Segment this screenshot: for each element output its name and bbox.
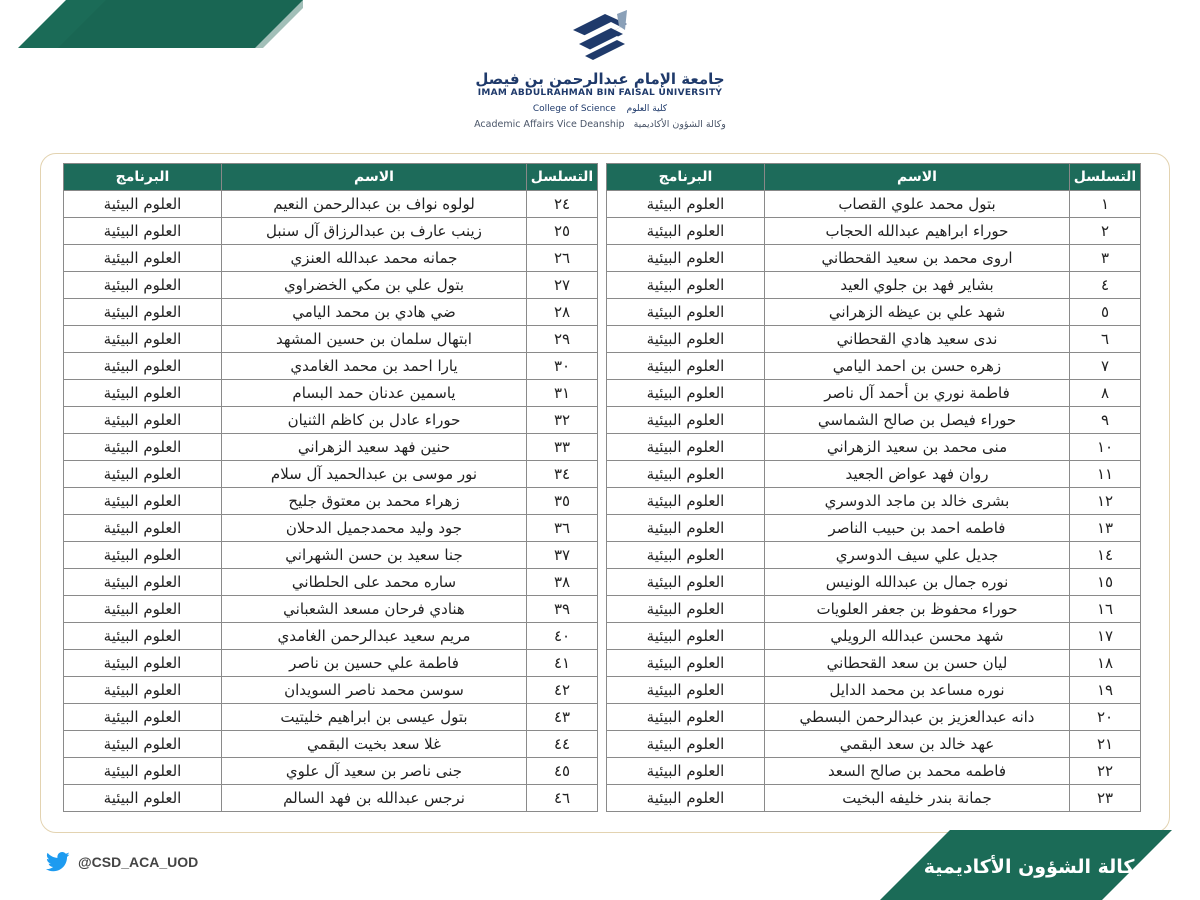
row-seq: ٣٣	[527, 434, 598, 461]
row-program: العلوم البيئية	[64, 218, 222, 245]
row-name: زهراء محمد بن معتوق جليح	[222, 488, 527, 515]
deanship-name-en: Academic Affairs Vice Deanship	[474, 119, 625, 130]
row-name: ابتهال سلمان بن حسين المشهد	[222, 326, 527, 353]
row-seq: ٢٧	[527, 272, 598, 299]
table-row	[607, 488, 1141, 515]
row-seq: ٣٨	[527, 569, 598, 596]
row-name: زهره حسن بن احمد اليامي	[765, 353, 1070, 380]
row-program: العلوم البيئية	[64, 596, 222, 623]
deanship-name-ar: وكالة الشؤون الأكاديمية	[633, 119, 726, 130]
row-program: العلوم البيئية	[64, 731, 222, 758]
row-name: جمانه محمد عبدالله العنزي	[222, 245, 527, 272]
row-seq: ٣	[1070, 245, 1141, 272]
table-row	[64, 515, 598, 542]
row-program: العلوم البيئية	[607, 434, 765, 461]
row-seq: ٤١	[527, 650, 598, 677]
twitter-handle-text: @CSD_ACA_UOD	[78, 854, 199, 870]
row-name: مريم سعيد عبدالرحمن الغامدي	[222, 623, 527, 650]
row-program: العلوم البيئية	[64, 434, 222, 461]
table-row	[607, 461, 1141, 488]
row-name: شهد محسن عبدالله الرويلي	[765, 623, 1070, 650]
row-seq: ١	[1070, 191, 1141, 218]
table-row	[607, 299, 1141, 326]
table-row	[64, 461, 598, 488]
row-program: العلوم البيئية	[607, 353, 765, 380]
deanship-name	[420, 119, 780, 130]
row-seq: ١١	[1070, 461, 1141, 488]
row-program: العلوم البيئية	[64, 758, 222, 785]
row-program: العلوم البيئية	[64, 299, 222, 326]
row-seq: ٢٥	[527, 218, 598, 245]
college-name-ar: كلية العلوم	[626, 104, 668, 114]
row-program: العلوم البيئية	[607, 650, 765, 677]
table-row	[64, 596, 598, 623]
row-program: العلوم البيئية	[64, 380, 222, 407]
row-program: العلوم البيئية	[607, 380, 765, 407]
table-row	[64, 299, 598, 326]
table-header-row	[64, 164, 598, 191]
row-name: نوره مساعد بن محمد الدايل	[765, 677, 1070, 704]
row-name: شهد علي بن عيظه الزهراني	[765, 299, 1070, 326]
row-seq: ٣٢	[527, 407, 598, 434]
row-name: جديل علي سيف الدوسري	[765, 542, 1070, 569]
table-row	[607, 758, 1141, 785]
table-row	[64, 326, 598, 353]
row-seq: ١٨	[1070, 650, 1141, 677]
row-program: العلوم البيئية	[64, 245, 222, 272]
row-seq: ٢٠	[1070, 704, 1141, 731]
row-seq: ٣٧	[527, 542, 598, 569]
twitter-handle[interactable]	[46, 852, 198, 872]
table-row	[607, 407, 1141, 434]
table-row	[607, 785, 1141, 812]
row-seq: ٢٣	[1070, 785, 1141, 812]
row-name: ليان حسن بن سعد القحطاني	[765, 650, 1070, 677]
table-row	[607, 353, 1141, 380]
row-name: منى محمد بن سعيد الزهراني	[765, 434, 1070, 461]
university-name-ar: جامعة الإمام عبدالرحمن بن فيصل	[475, 70, 725, 88]
row-program: العلوم البيئية	[607, 515, 765, 542]
row-name: حنين فهد سعيد الزهراني	[222, 434, 527, 461]
row-program: العلوم البيئية	[64, 623, 222, 650]
row-seq: ٣٠	[527, 353, 598, 380]
row-name: غلا سعد بخيت البقمي	[222, 731, 527, 758]
row-seq: ٣٤	[527, 461, 598, 488]
table-row	[64, 191, 598, 218]
table-row	[64, 407, 598, 434]
row-name: فاطمة علي حسين بن ناصر	[222, 650, 527, 677]
table-row	[607, 434, 1141, 461]
row-name: فاطمه احمد بن حبيب الناصر	[765, 515, 1070, 542]
row-seq: ٢١	[1070, 731, 1141, 758]
row-name: جود وليد محمدجميل الدحلان	[222, 515, 527, 542]
row-program: العلوم البيئية	[64, 488, 222, 515]
row-seq: ١٥	[1070, 569, 1141, 596]
row-name: فاطمه محمد بن صالح السعد	[765, 758, 1070, 785]
row-name: بتول علي بن مكي الخضراوي	[222, 272, 527, 299]
header-seq: التسلسل	[1070, 164, 1141, 191]
row-seq: ٦	[1070, 326, 1141, 353]
twitter-icon	[46, 852, 70, 872]
row-program: العلوم البيئية	[607, 623, 765, 650]
row-program: العلوم البيئية	[64, 191, 222, 218]
header-program: البرنامج	[64, 164, 222, 191]
row-name: سوسن محمد ناصر السويدان	[222, 677, 527, 704]
university-logo-icon	[565, 10, 635, 68]
row-program: العلوم البيئية	[607, 299, 765, 326]
table-row	[607, 515, 1141, 542]
table-row	[64, 569, 598, 596]
row-program: العلوم البيئية	[607, 758, 765, 785]
row-program: العلوم البيئية	[607, 461, 765, 488]
university-name-en: IMAM ABDULRAHMAN BIN FAISAL UNIVERSITY	[477, 88, 723, 98]
row-name: زينب عارف بن عبدالرزاق آل سنبل	[222, 218, 527, 245]
row-name: اروى محمد بن سعيد القحطاني	[765, 245, 1070, 272]
row-seq: ٥	[1070, 299, 1141, 326]
table-row	[64, 488, 598, 515]
table-row	[64, 785, 598, 812]
table-row	[607, 731, 1141, 758]
row-program: العلوم البيئية	[607, 326, 765, 353]
table-row	[64, 245, 598, 272]
table-row	[64, 434, 598, 461]
row-program: العلوم البيئية	[64, 569, 222, 596]
row-seq: ٤٠	[527, 623, 598, 650]
table-row	[64, 704, 598, 731]
row-name: دانه عبدالعزيز بن عبدالرحمن البسطي	[765, 704, 1070, 731]
row-seq: ٤٣	[527, 704, 598, 731]
row-seq: ٢	[1070, 218, 1141, 245]
row-program: العلوم البيئية	[64, 650, 222, 677]
row-seq: ٧	[1070, 353, 1141, 380]
row-name: روان فهد عواض الجعيد	[765, 461, 1070, 488]
row-seq: ٤	[1070, 272, 1141, 299]
row-name: ياسمين عدنان حمد البسام	[222, 380, 527, 407]
row-name: جمانة بندر خليفه البخيت	[765, 785, 1070, 812]
row-seq: ١٧	[1070, 623, 1141, 650]
row-name: فاطمة نوري بن أحمد آل ناصر	[765, 380, 1070, 407]
row-program: العلوم البيئية	[607, 596, 765, 623]
table-row	[607, 542, 1141, 569]
row-program: العلوم البيئية	[607, 272, 765, 299]
students-table-left	[63, 163, 598, 812]
row-seq: ٢٩	[527, 326, 598, 353]
table-row	[64, 272, 598, 299]
table-row	[607, 326, 1141, 353]
table-row	[64, 218, 598, 245]
row-seq: ٣١	[527, 380, 598, 407]
table-row	[64, 677, 598, 704]
row-seq: ١٠	[1070, 434, 1141, 461]
table-row	[64, 380, 598, 407]
row-program: العلوم البيئية	[607, 488, 765, 515]
table-row	[64, 623, 598, 650]
row-program: العلوم البيئية	[607, 218, 765, 245]
row-name: ساره محمد على الحلطاني	[222, 569, 527, 596]
row-name: لولوه نواف بن عبدالرحمن النعيم	[222, 191, 527, 218]
row-seq: ١٣	[1070, 515, 1141, 542]
row-seq: ١٦	[1070, 596, 1141, 623]
table-row	[64, 542, 598, 569]
header-seq: التسلسل	[527, 164, 598, 191]
header-name: الاسم	[765, 164, 1070, 191]
row-program: العلوم البيئية	[64, 353, 222, 380]
row-seq: ٤٤	[527, 731, 598, 758]
students-table-right	[606, 163, 1141, 812]
row-program: العلوم البيئية	[607, 542, 765, 569]
row-program: العلوم البيئية	[607, 731, 765, 758]
row-program: العلوم البيئية	[64, 461, 222, 488]
row-name: جنى ناصر بن سعيد آل علوي	[222, 758, 527, 785]
row-program: العلوم البيئية	[64, 542, 222, 569]
row-name: عهد خالد بن سعد البقمي	[765, 731, 1070, 758]
row-name: بشرى خالد بن ماجد الدوسري	[765, 488, 1070, 515]
row-program: العلوم البيئية	[607, 191, 765, 218]
row-seq: ٣٦	[527, 515, 598, 542]
row-seq: ١٩	[1070, 677, 1141, 704]
top-left-banner	[18, 0, 303, 48]
row-name: نوره جمال بن عبدالله الونيس	[765, 569, 1070, 596]
row-program: العلوم البيئية	[64, 785, 222, 812]
row-program: العلوم البيئية	[607, 677, 765, 704]
row-seq: ٤٦	[527, 785, 598, 812]
row-program: العلوم البيئية	[64, 677, 222, 704]
table-row	[607, 272, 1141, 299]
row-name: بتول عيسى بن ابراهيم خليتيت	[222, 704, 527, 731]
row-program: العلوم البيئية	[64, 704, 222, 731]
row-program: العلوم البيئية	[64, 515, 222, 542]
table-row	[607, 380, 1141, 407]
row-seq: ١٤	[1070, 542, 1141, 569]
table-row	[64, 353, 598, 380]
row-name: ضي هادي بن محمد اليامي	[222, 299, 527, 326]
row-name: حوراء ابراهيم عبدالله الحجاب	[765, 218, 1070, 245]
row-seq: ٩	[1070, 407, 1141, 434]
row-name: نرجس عبدالله بن فهد السالم	[222, 785, 527, 812]
brand-deanship-ar: وكالة الشؤون الأكاديمية	[923, 856, 1147, 878]
row-seq: ٤٥	[527, 758, 598, 785]
table-row	[607, 569, 1141, 596]
row-program: العلوم البيئية	[607, 569, 765, 596]
row-program: العلوم البيئية	[607, 245, 765, 272]
row-seq: ١٢	[1070, 488, 1141, 515]
row-name: حوراء محفوظ بن جعفر العلويات	[765, 596, 1070, 623]
row-name: جنا سعيد بن حسن الشهراني	[222, 542, 527, 569]
row-name: نور موسى بن عبدالحميد آل سلام	[222, 461, 527, 488]
row-name: يارا احمد بن محمد الغامدي	[222, 353, 527, 380]
college-name-en: College of Science	[532, 104, 616, 114]
row-program: العلوم البيئية	[607, 407, 765, 434]
header-name: الاسم	[222, 164, 527, 191]
row-program: العلوم البيئية	[64, 272, 222, 299]
table-row	[607, 650, 1141, 677]
university-header	[420, 10, 780, 130]
row-name: حوراء عادل بن كاظم الثنيان	[222, 407, 527, 434]
row-program: العلوم البيئية	[64, 407, 222, 434]
table-row	[607, 218, 1141, 245]
row-seq: ٨	[1070, 380, 1141, 407]
header-program: البرنامج	[607, 164, 765, 191]
row-seq: ٣٩	[527, 596, 598, 623]
row-seq: ٣٥	[527, 488, 598, 515]
row-seq: ٢٤	[527, 191, 598, 218]
table-row	[607, 596, 1141, 623]
row-seq: ٢٢	[1070, 758, 1141, 785]
row-seq: ٤٢	[527, 677, 598, 704]
college-name	[420, 104, 780, 114]
row-seq: ٢٦	[527, 245, 598, 272]
table-row	[607, 623, 1141, 650]
row-name: هنادي فرحان مسعد الشعباني	[222, 596, 527, 623]
row-program: العلوم البيئية	[607, 704, 765, 731]
table-row	[607, 677, 1141, 704]
table-row	[607, 245, 1141, 272]
row-program: العلوم البيئية	[64, 326, 222, 353]
table-row	[607, 191, 1141, 218]
row-name: ندى سعيد هادي القحطاني	[765, 326, 1070, 353]
row-seq: ٢٨	[527, 299, 598, 326]
table-row	[607, 704, 1141, 731]
row-program: العلوم البيئية	[607, 785, 765, 812]
row-name: بتول محمد علوي القصاب	[765, 191, 1070, 218]
table-row	[64, 650, 598, 677]
table-row	[64, 758, 598, 785]
table-header-row	[607, 164, 1141, 191]
row-name: بشاير فهد بن جلوي العيد	[765, 272, 1070, 299]
row-name: حوراء فيصل بن صالح الشماسي	[765, 407, 1070, 434]
table-row	[64, 731, 598, 758]
